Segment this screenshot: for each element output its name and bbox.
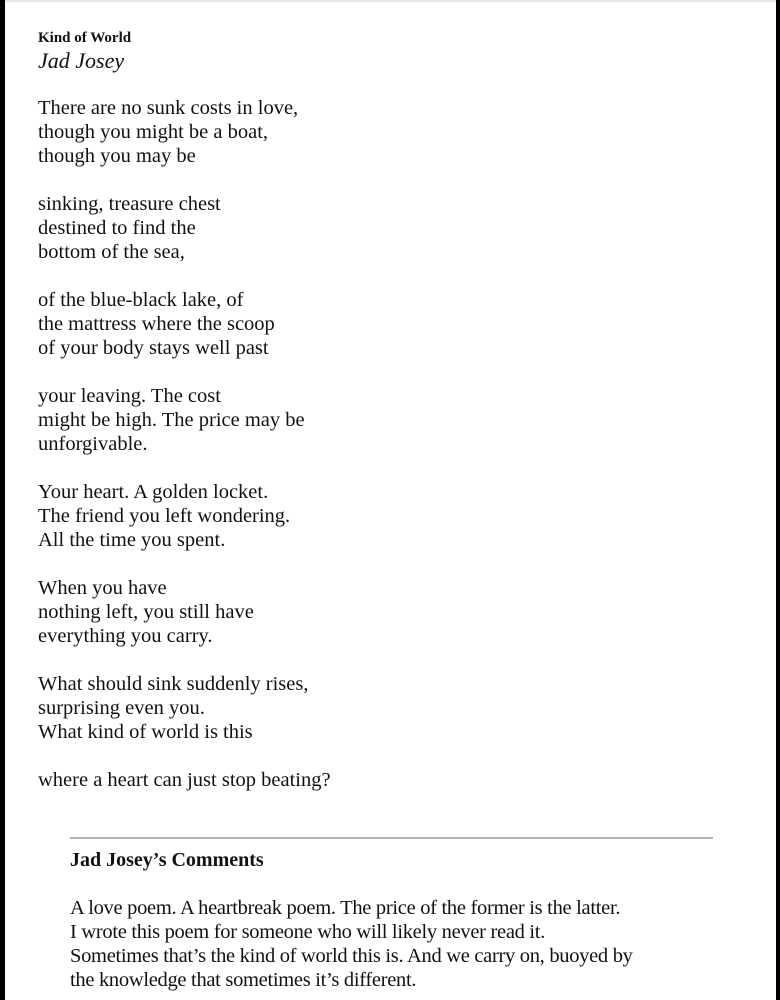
stanza-3 <box>38 288 738 360</box>
left-frame-border <box>0 0 5 1000</box>
poem-line: might be high. The price may be <box>38 409 305 431</box>
comments-heading: Jad Josey’s Comments <box>70 849 264 871</box>
poem-line: unforgivable. <box>38 433 148 455</box>
poem-line: of your body stays well past <box>38 337 269 359</box>
poem-line: sinking, treasure chest <box>38 193 221 215</box>
stanza-2 <box>38 192 738 264</box>
author-comments-section <box>70 837 713 992</box>
poem-line: destined to find the <box>38 217 196 239</box>
stanza-1 <box>38 96 738 168</box>
poem-line: your leaving. The cost <box>38 385 221 407</box>
poem-line: There are no sunk costs in love, <box>38 97 299 119</box>
poem-line: What kind of world is this <box>38 721 253 743</box>
comment-line: I wrote this poem for someone who will likely never read it. <box>70 921 546 943</box>
poem-line: The friend you left wondering. <box>38 505 291 527</box>
poem-line: where a heart can just stop beating? <box>38 769 331 791</box>
poem-line: the mattress where the scoop <box>38 313 275 335</box>
comment-line: Sometimes that’s the kind of world this is. And we carry on, buoyed by <box>70 945 633 967</box>
comment-line: A love poem. A heartbreak poem. The price of the former is the latter. <box>70 897 621 919</box>
comments-body <box>70 896 713 992</box>
stanza-7 <box>38 672 738 744</box>
poem-line: bottom of the sea, <box>38 241 185 263</box>
poem-line: though you might be a boat, <box>38 121 269 143</box>
poem-line: of the blue-black lake, of <box>38 289 244 311</box>
poem-author: Jad Josey <box>38 48 125 73</box>
poem-line: nothing left, you still have <box>38 601 254 623</box>
comment-line: the knowledge that sometimes it’s different. <box>70 969 417 991</box>
section-divider <box>70 837 713 839</box>
poem-line: All the time you spent. <box>38 529 226 551</box>
stanza-5 <box>38 480 738 552</box>
stanza-4 <box>38 384 738 456</box>
poem-line: What should sink suddenly rises, <box>38 673 309 695</box>
poem-line: When you have <box>38 577 167 599</box>
poem-line: surprising even you. <box>38 697 205 719</box>
poem-line: though you may be <box>38 145 196 167</box>
poem-line: Your heart. A golden locket. <box>38 481 269 503</box>
stanza-8 <box>38 768 738 792</box>
poem-page <box>38 28 738 816</box>
top-edge <box>0 0 780 2</box>
poem-body <box>38 96 738 792</box>
stanza-6 <box>38 576 738 648</box>
poem-title: Kind of World <box>38 30 132 46</box>
poem-line: everything you carry. <box>38 625 213 647</box>
right-frame-border <box>776 0 780 1000</box>
